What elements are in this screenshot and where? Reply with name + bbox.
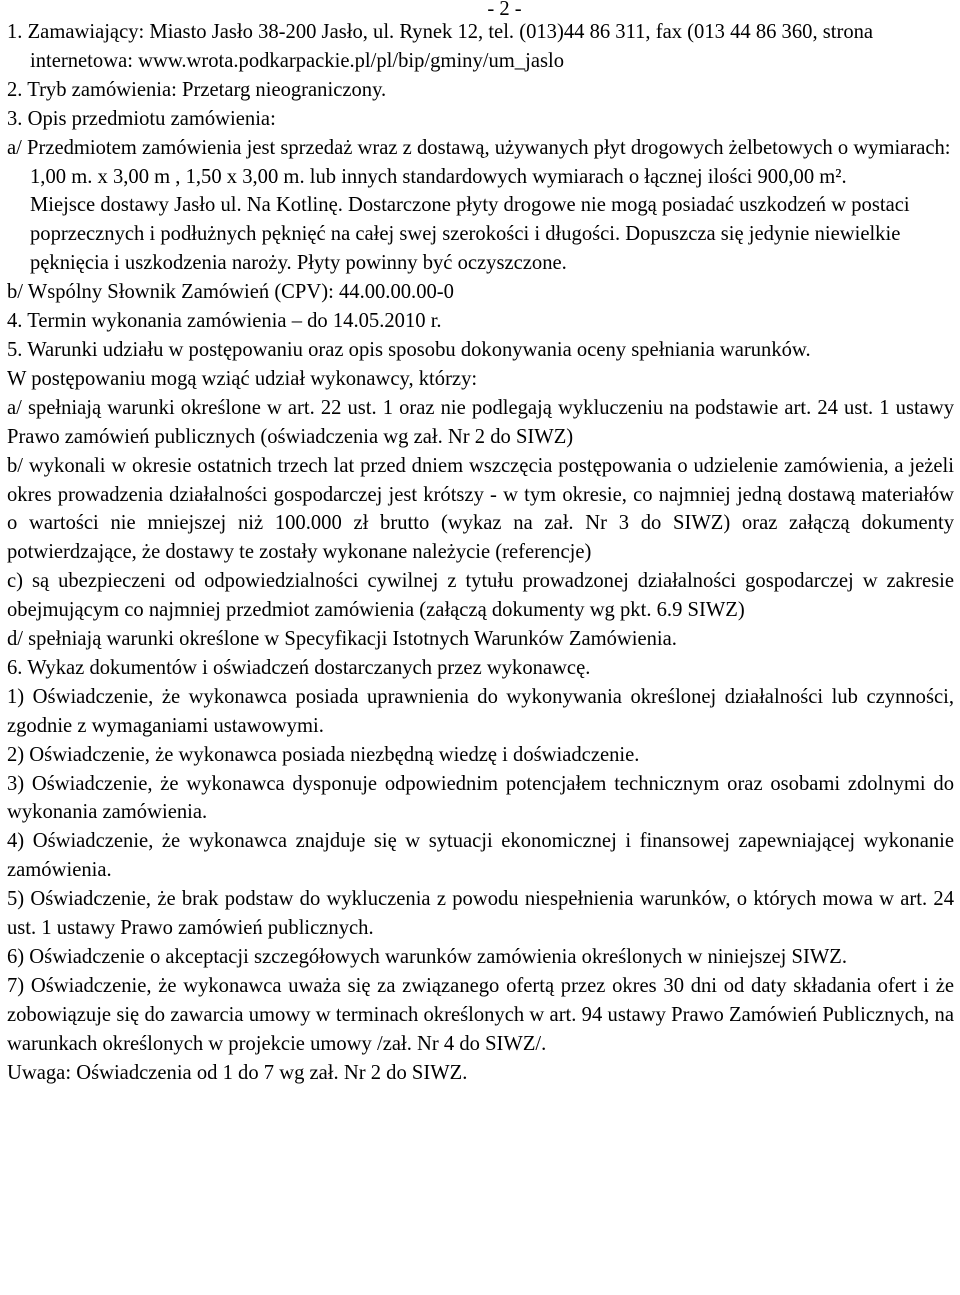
paragraph-3: 3. Opis przedmiotu zamówienia: bbox=[7, 107, 276, 130]
paragraph-13: d/ spełniają warunki określone w Specyfikacji Istotnych Warunków Zamówienia. bbox=[7, 628, 677, 651]
paragraph-4: a/ Przedmiotem zamówienia jest sprzedaż wraz z dostawą, używanych płyt drogowych żelbetowych o wymiarach: 1,00 m. x 3,00 m , 1,50 x 3,00 m. lub innych standardowych wymiarach o łącznej ilości 900,00 m². bbox=[7, 136, 951, 188]
paragraph-22: Uwaga: Oświadczenia od 1 do 7 wg zał. Nr 2 do SIWZ. bbox=[7, 1061, 468, 1084]
paragraph-8: 5. Warunki udziału w postępowaniu oraz opis sposobu dokonywania oceny spełniania warunków. bbox=[7, 338, 811, 361]
paragraph-18: 4) Oświadczenie, że wykonawca znajduje się w sytuacji ekonomicznej i finansowej zapewniającej wykonanie zamówienia. bbox=[7, 830, 954, 882]
paragraph-19: 5) Oświadczenie, że brak podstaw do wykluczenia z powodu niespełnienia warunków, o których mowa w art. 24 ust. 1 ustawy Prawo zamówień publicznych. bbox=[7, 888, 954, 940]
paragraph-6: b/ Wspólny Słownik Zamówień (CPV): 44.00.00.00-0 bbox=[7, 281, 454, 304]
paragraph-20: 6) Oświadczenie o akceptacji szczegółowych warunków zamówienia określonych w niniejszej SIWZ. bbox=[7, 946, 848, 968]
document-body bbox=[7, 18, 954, 1088]
paragraph-21: 7) Oświadczenie, że wykonawca uważa się za związanego ofertą przez okres 30 dni od daty składania ofert i że zobowiązuje się do zawarcia umowy w terminach określonych w art. 94 ustawy Prawo Zamówień Publicznych, na warunkach określonych w projekcie umowy /zał. Nr 4 do SIWZ/. bbox=[7, 974, 954, 1055]
paragraph-1: 1. Zamawiający: Miasto Jasło 38-200 Jasło, ul. Rynek 12, tel. (013)44 86 311, fax (013 44 86 360, strona internetowa: www.wrota.podkarpackie.pl/pl/bip/gminy/um_jaslo bbox=[7, 21, 874, 72]
paragraph-12: c) są ubezpieczeni od odpowiedzialności cywilnej z tytułu prowadzonej działalności gospodarczej w zakresie obejmującym co najmniej przedmiot zamówienia (załączą dokumenty wg pkt. 6.9 SIWZ) bbox=[7, 570, 954, 622]
paragraph-2: 2. Tryb zamówienia: Przetarg nieograniczony. bbox=[7, 78, 387, 101]
paragraph-17: 3) Oświadczenie, że wykonawca dysponuje odpowiednim potencjałem technicznym oraz osobami zdolnymi do wykonania zamówienia. bbox=[7, 772, 954, 824]
paragraph-11: b/ wykonali w okresie ostatnich trzech lat przed dniem wszczęcia postępowania o udzielenie zamówienia, a jeżeli okres prowadzenia działalności gospodarczej jest krótszy - w tym okresie, co najmniej jedną dostawą materiałów o wartości nie mniejszej niż 100.000 zł brutto (wykaz na zał. Nr 3 do SIWZ) oraz załączą dokumenty potwierdzające, że dostawy te zostały wykonane należycie (referencje) bbox=[7, 454, 954, 564]
paragraph-15: 1) Oświadczenie, że wykonawca posiada uprawnienia do wykonywania określonej działalności lub czynności, zgodnie z wymaganiami ustawowymi. bbox=[7, 685, 954, 737]
paragraph-9: W postępowaniu mogą wziąć udział wykonawcy, którzy: bbox=[7, 367, 478, 390]
paragraph-14: 6. Wykaz dokumentów i oświadczeń dostarczanych przez wykonawcę. bbox=[7, 656, 591, 679]
paragraph-10: a/ spełniają warunki określone w art. 22 ust. 1 oraz nie podlegają wykluczeniu na podstawie art. 24 ust. 1 ustawy Prawo zamówień publicznych (oświadczenia wg zał. Nr 2 do SIWZ) bbox=[7, 396, 954, 448]
paragraph-5: Miejsce dostawy Jasło ul. Na Kotlinę. Dostarczone płyty drogowe nie mogą posiadać uszkodzeń w postaci poprzecznych i podłużnych pęknięć na całej swej szerokości i długości. Dopuszcza się jedynie niewielkie pęknięcia i uszkodzenia naroży. Płyty powinny być oczyszczone. bbox=[30, 194, 910, 275]
page-number: - 2 - bbox=[487, 0, 522, 20]
paragraph-7: 4. Termin wykonania zamówienia – do 14.05.2010 r. bbox=[7, 310, 442, 333]
paragraph-16: 2) Oświadczenie, że wykonawca posiada niezbędną wiedzę i doświadczenie. bbox=[7, 743, 640, 766]
